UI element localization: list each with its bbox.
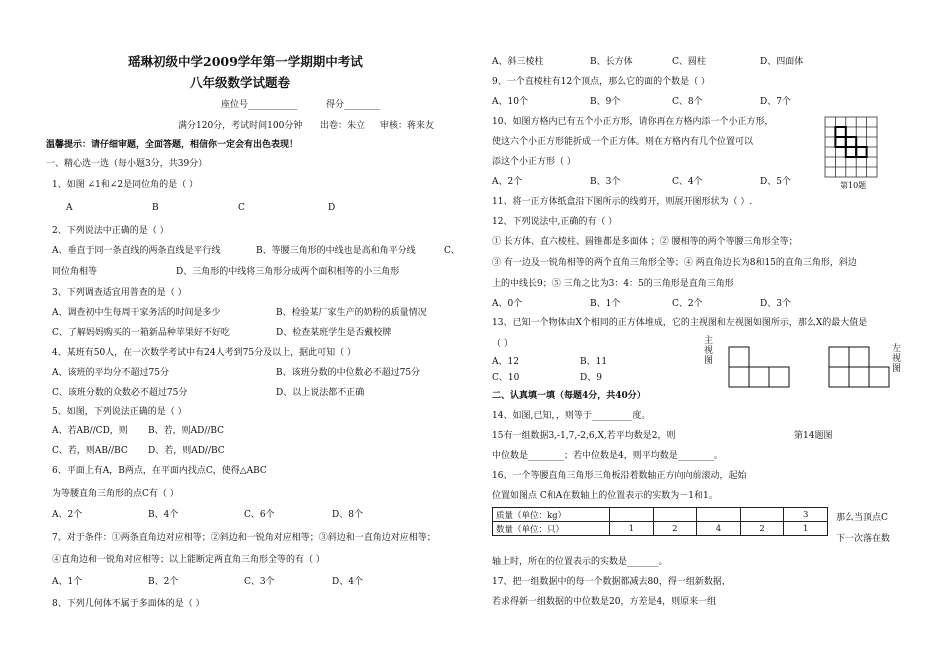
figure-10-grid <box>824 116 878 178</box>
left-view-label <box>892 344 901 374</box>
question-7-cont: ④直角边和一锐角对应相等；以上能断定两直角三角形全等的有（ ） <box>52 555 325 565</box>
q10-option-b[interactable]: B、3个 <box>590 177 621 187</box>
exam-info: 满分120分，考试时间100分钟 <box>178 121 303 131</box>
q13-option-b[interactable]: B、11 <box>580 357 608 367</box>
question-16-cont2: 轴上时，所在的位置表示的实数是_______。 <box>492 557 668 567</box>
table-row <box>493 508 828 522</box>
q2-option-c[interactable]: C、 <box>444 246 460 256</box>
question-5: 5、如图，下列说法正确的是（ ） <box>52 407 187 417</box>
q4-option-b[interactable]: B、该班分数的中位数必不超过75分 <box>276 368 421 378</box>
reminder-text: 温馨提示：请仔细审题，全面答题，相信你一定会有出色表现！ <box>46 140 299 150</box>
q3-option-a[interactable]: A、调查初中生每周干家务活的时间是多少 <box>52 308 221 318</box>
figure-10-caption: 第10题 <box>840 181 867 190</box>
question-13: 13、已知一个物体由X个相同的正方体堆成，它的主视图和左视图如图所示，那么X的最大值是 <box>492 318 868 328</box>
question-15: 15有一组数据3,-1,7,-2,6,X,若平均数是2，则 <box>492 431 676 441</box>
left-view-char-3: 图 <box>892 364 902 374</box>
exam-author: 出卷：朱立 <box>320 121 366 131</box>
q12-option-d[interactable]: D、3个 <box>760 299 791 309</box>
question-10-cont: 使这六个小正方形能折成一个正方体。则在方格内有几个位置可以 <box>492 137 754 147</box>
q9-option-d[interactable]: D、7个 <box>760 97 791 107</box>
q13-option-c[interactable]: C、10 <box>492 373 520 383</box>
q6-option-d[interactable]: D、8个 <box>332 510 363 520</box>
q6-option-b[interactable]: B、4个 <box>148 510 179 520</box>
figure-14-caption: 第14题图 <box>794 431 833 441</box>
exam-reviewer: 审核：蒋来友 <box>380 121 435 131</box>
q1-option-a[interactable]: A <box>66 203 73 213</box>
table-row <box>493 522 828 536</box>
q5-option-a[interactable]: A、若AB//CD，则 <box>52 426 128 436</box>
question-10: 10、如图方格内已有五个小正方形，请你再在方格内添一个小正方形， <box>492 117 774 127</box>
left-view-char-1: 左 <box>892 344 902 354</box>
question-1: 1、如图 ∠1和∠2是同位角的是（ ） <box>52 180 198 190</box>
q10-option-a[interactable]: A、2个 <box>492 177 523 187</box>
q12-option-a[interactable]: A、0个 <box>492 299 523 309</box>
q5-option-b[interactable]: B、若，则AD//BC <box>148 426 225 436</box>
question-9: 9、一个直棱柱有12个顶点，那么它的面的个数是（ ） <box>492 77 711 87</box>
question-11: 11、将一正方体纸盒沿下图所示的线剪开，则展开图形状为（ ）. <box>492 197 753 207</box>
question-2: 2、下列说法中正确的是（ ） <box>52 226 169 236</box>
q12-statement-2: ③ 有一边及一锐角相等的两个直角三角形全等；④ 两直角边长为8和15的直角三角形，斜边 <box>492 258 857 268</box>
seat-number-field[interactable]: 座位号___________ <box>221 100 298 110</box>
q3-option-d[interactable]: D、检查某班学生是否戴校牌 <box>276 328 392 338</box>
table-cell <box>653 508 697 522</box>
question-15-cont: 中位数是________；若中位数是4，则平均数是________。 <box>492 451 723 461</box>
question-12: 12、下列说法中,正确的有（ ） <box>492 217 618 227</box>
q7-option-d[interactable]: D、4个 <box>332 577 363 587</box>
q9-option-a[interactable]: A、10个 <box>492 97 528 107</box>
q8-option-d[interactable]: D、四面体 <box>760 57 804 67</box>
q5-option-d[interactable]: D、若，则AD//BC <box>148 446 225 456</box>
q5-option-c[interactable]: C、若，则AB//BC <box>52 446 128 456</box>
q12-option-c[interactable]: C、2个 <box>672 299 703 309</box>
q6-option-a[interactable]: A、2个 <box>52 510 83 520</box>
q2-option-b[interactable]: B、等腰三角形的中线也是高和角平分线 <box>256 246 416 256</box>
q3-option-b[interactable]: B、检验某厂家生产的奶粉的质量情况 <box>276 308 427 318</box>
main-view-figure <box>728 346 790 388</box>
main-view-label <box>704 336 713 366</box>
left-view-figure <box>828 346 890 388</box>
table-cell: 2 <box>740 522 784 536</box>
question-6-cont: 为等腰直角三角形的点C有（ ） <box>52 489 179 499</box>
q4-option-d[interactable]: D、以上说法都不正确 <box>276 388 365 398</box>
q13-paren: （ ） <box>492 339 513 349</box>
table-cell: 3 <box>784 508 828 522</box>
table-cell: 4 <box>697 522 741 536</box>
main-view-char-1: 主 <box>704 336 714 346</box>
q1-option-d[interactable]: D <box>328 203 336 213</box>
table-cell: 数量（单位：只） <box>493 522 610 536</box>
exam-subtitle: 八年级数学试题卷 <box>190 75 291 90</box>
section-2-heading: 二、认真填一填（每题4分，共40分） <box>492 391 646 401</box>
question-3: 3、下列调查适宜用普查的是（ ） <box>52 288 187 298</box>
q4-option-c[interactable]: C、该班分数的众数必不超过75分 <box>52 388 188 398</box>
exam-title: 瑶琳初级中学2009学年第一学期期中考试 <box>128 54 363 69</box>
main-view-char-2: 视 <box>704 346 714 356</box>
q9-option-c[interactable]: C、8个 <box>672 97 703 107</box>
question-17: 17、把一组数据中的每一个数据都减去80，得一组新数据， <box>492 577 731 587</box>
q7-option-b[interactable]: B、2个 <box>148 577 179 587</box>
question-6: 6、平面上有A，B两点，在平面内找点C，使得△ABC <box>52 466 267 476</box>
q4-option-a[interactable]: A、该班的平均分不超过75分 <box>52 368 169 378</box>
table-cell: 质量（单位：kg） <box>493 508 610 522</box>
table-cell: 1 <box>784 522 828 536</box>
data-table <box>492 507 828 536</box>
q2-option-d[interactable]: D、三角形的中线将三角形分成两个面积相等的小三角形 <box>176 267 400 277</box>
q7-option-a[interactable]: A、1个 <box>52 577 83 587</box>
table-cell: 2 <box>653 522 697 536</box>
q3-option-c[interactable]: C、了解妈妈购买的一箱新品种苹果好不好吃 <box>52 328 230 338</box>
q2-option-a[interactable]: A、垂直于同一条直线的两条直线是平行线 <box>52 246 221 256</box>
q8-option-c[interactable]: C、圆柱 <box>672 57 706 67</box>
q12-statement-3: 上的中线长9；⑤ 三角之比为3：4：5的三角形是直角三角形 <box>492 279 734 289</box>
q10-option-d[interactable]: D、5个 <box>760 177 791 187</box>
score-field[interactable]: 得分________ <box>326 100 381 110</box>
question-10-cont2: 添这个小正方形（ ） <box>492 157 576 167</box>
table-cell: 1 <box>610 522 654 536</box>
table-cell <box>610 508 654 522</box>
q16-side-text-2: 下一次落在数 <box>836 534 891 544</box>
q12-statement-1: ① 长方体、直六棱柱、圆锥都是多面体 ；② 腰相等的两个等腰三角形全等； <box>492 237 798 247</box>
question-7: 7、对于条件：①两条直角边对应相等；②斜边和一锐角对应相等；③斜边和一直角边对应相等； <box>52 533 436 543</box>
table-cell <box>697 508 741 522</box>
question-4: 4、某班有50人，在一次数学考试中有24人考到75分及以上，据此可知（ ） <box>52 348 356 358</box>
question-16: 16、一个等腰直角三角形三角板沿着数轴正方向向前滚动，起始 <box>492 471 747 481</box>
main-view-char-3: 图 <box>704 356 714 366</box>
q13-option-d[interactable]: D、9 <box>580 373 602 383</box>
question-8: 8、下列几何体不属于多面体的是（ ） <box>52 599 205 609</box>
question-16-cont: 位置如图点 C和A在数轴上的位置表示的实数为－1和1。 <box>492 491 718 501</box>
section-1-heading: 一、精心选一选（每小题3分，共39分） <box>46 159 208 169</box>
q12-option-b[interactable]: B、1个 <box>590 299 621 309</box>
q2-option-c-text: 同位角相等 <box>52 267 98 277</box>
question-17-cont: 若求得新一组数据的中位数是20，方差是4，则原来一组 <box>492 597 717 607</box>
left-view-char-2: 视 <box>892 354 902 364</box>
table-cell <box>740 508 784 522</box>
q8-option-a[interactable]: A、斜三棱柱 <box>492 57 544 67</box>
q9-option-b[interactable]: B、9个 <box>590 97 621 107</box>
q7-option-c[interactable]: C、3个 <box>244 577 275 587</box>
q16-side-text-1: 那么当顶点C <box>836 513 888 523</box>
q6-option-c[interactable]: C、6个 <box>244 510 275 520</box>
q8-option-b[interactable]: B、长方体 <box>590 57 633 67</box>
question-14: 14、如图,已知，，则等于_________度。 <box>492 411 651 421</box>
q1-option-b[interactable]: B <box>152 203 159 213</box>
q1-option-c[interactable]: C <box>238 203 245 213</box>
q10-option-c[interactable]: C、4个 <box>672 177 703 187</box>
q13-option-a[interactable]: A、12 <box>492 357 519 367</box>
